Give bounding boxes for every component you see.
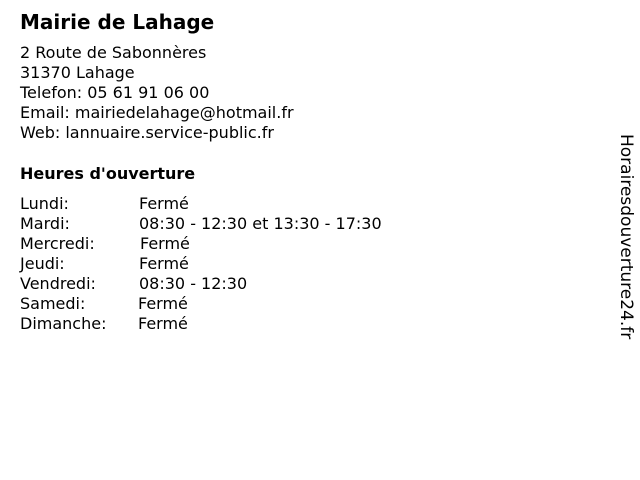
- day-label: Mardi:: [20, 214, 70, 233]
- web-text: Web: lannuaire.service-public.fr: [20, 123, 274, 142]
- opening-hours-heading: Heures d'ouverture: [20, 164, 196, 183]
- day-hours: Fermé: [139, 194, 189, 213]
- day-label: Vendredi:: [20, 274, 96, 293]
- address-block: [20, 43, 294, 143]
- day-label: Dimanche:: [20, 314, 107, 333]
- day-hours: 08:30 - 12:30: [139, 274, 248, 293]
- day-hours: 08:30 - 12:30 et 13:30 - 17:30: [139, 214, 382, 233]
- day-hours: Fermé: [139, 254, 189, 273]
- day-label: Jeudi:: [20, 254, 65, 273]
- address-city: 31370 Lahage: [20, 63, 135, 82]
- phone-text: Telefon: 05 61 91 06 00: [20, 83, 210, 102]
- site-brand-vertical: Horairesdouverture24.fr: [616, 134, 636, 340]
- day-label: Samedi:: [20, 294, 86, 313]
- address-street: 2 Route de Sabonnères: [20, 43, 207, 62]
- day-label: Mercredi:: [20, 234, 95, 253]
- day-hours: Fermé: [138, 294, 188, 313]
- page-title: Mairie de Lahage: [20, 10, 215, 34]
- day-hours: Fermé: [138, 314, 188, 333]
- email-text: Email: mairiedelahage@hotmail.fr: [20, 103, 294, 122]
- day-label: Lundi:: [20, 194, 69, 213]
- day-hours: Fermé: [140, 234, 190, 253]
